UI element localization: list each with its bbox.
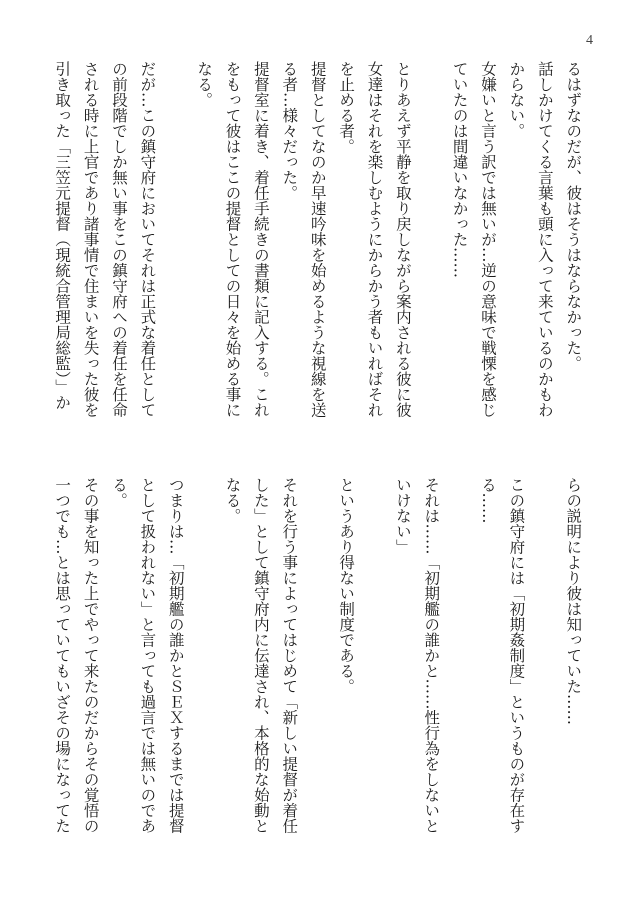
paragraph xyxy=(559,477,587,839)
text-line: ていたのは間違いなかった…… xyxy=(450,61,469,278)
text-line: 話しかけてくる言葉も頭に入って来ているのかもわ xyxy=(535,61,554,418)
text-line: を止める者。 xyxy=(337,61,356,154)
paragraph xyxy=(332,477,360,839)
upper-text-block xyxy=(48,61,587,423)
text-line: とりあえず平静を取り戻しながら案内される彼に彼 xyxy=(393,61,412,418)
text-line: 女達はそれを楽しむようにからかう者もいればそれ xyxy=(365,61,384,418)
text-line: それは……「初期艦の誰かと……性行為をしないと xyxy=(422,477,441,834)
text-line: した」として鎮守府内に伝達され、本格的な始動と xyxy=(251,477,270,834)
text-line: いけない」 xyxy=(393,477,412,555)
lower-text-block xyxy=(48,477,587,839)
text-line: るはずなのだが、彼はそうはならなかった。 xyxy=(564,61,583,371)
text-line: それを行う事によってはじめて「新しい提督が着任 xyxy=(280,477,299,834)
text-line: 引き取った「三笠元提督（現統合管理局総監）」か xyxy=(53,61,72,410)
paragraph xyxy=(388,477,445,839)
paragraph xyxy=(48,61,162,423)
text-line: の前段階でしか無い事をこの鎮守府への着任を任命 xyxy=(109,61,128,418)
text-line: なる。 xyxy=(223,477,242,524)
text-line: 一つでも…とは思っていてもいざその場になってた xyxy=(53,477,72,834)
text-line: この鎮守府には「初期姦制度」というものが存在す xyxy=(507,477,526,834)
text-line: をもって彼はここの提督としての日々を始める事に xyxy=(223,61,242,418)
paragraph xyxy=(218,477,303,839)
text-line: として扱われない」と言っても過言では無いのであ xyxy=(138,477,157,834)
text-line: る…… xyxy=(479,477,498,524)
text-line: だが…この鎮守府においてそれは正式な着任として xyxy=(138,61,157,418)
text-line: その事を知った上でやって来たのだからその覚悟の xyxy=(81,477,100,834)
paragraph xyxy=(190,61,417,423)
text-line: 女嫌いと言う訳では無いが…逆の意味で戦慄を感じ xyxy=(479,61,498,418)
paragraph xyxy=(48,477,190,839)
page-number: 4 xyxy=(586,33,593,48)
text-line: というあり得ない制度である。 xyxy=(337,477,356,694)
text-line: からない。 xyxy=(507,61,526,139)
text-line: 提督室に着き、着任手続きの書類に記入する。これ xyxy=(251,61,270,418)
text-line: る者…様々だった。 xyxy=(280,61,299,201)
paragraph xyxy=(474,477,531,839)
paragraph xyxy=(445,61,587,423)
text-line: される時に上官であり諸事情で住まいを失った彼を xyxy=(81,61,100,418)
text-line: る。 xyxy=(109,477,128,508)
text-line: なる。 xyxy=(195,61,214,108)
text-line: らの説明により彼は知っていた…… xyxy=(564,477,583,725)
text-line: つまりは…「初期艦の誰かとＳＥＸするまでは提督 xyxy=(166,477,185,834)
text-line: 提督としてなのか早速吟味を始めるような視線を送 xyxy=(308,61,327,418)
